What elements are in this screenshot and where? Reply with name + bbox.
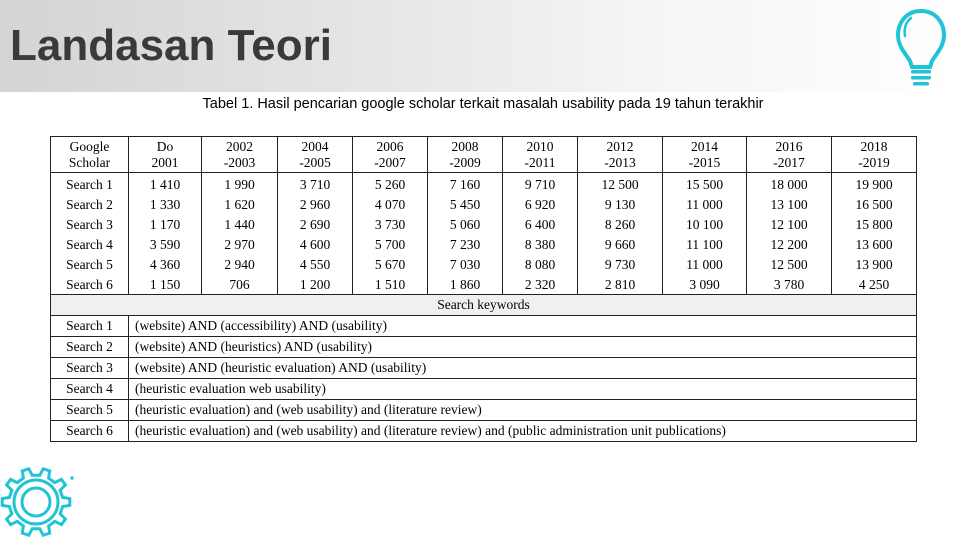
keyword-row (51, 400, 917, 421)
result-cell: 4 600 (278, 234, 353, 254)
result-cell: 5 450 (428, 194, 503, 214)
slide-title: Landasan Teori (10, 21, 332, 70)
result-cell: 9 130 (578, 194, 663, 214)
header-cell: 2018 -2019 (832, 137, 917, 173)
row-label: Search 3 (51, 214, 129, 234)
table-row (51, 194, 917, 214)
table-row (51, 173, 917, 195)
result-cell: 5 060 (428, 214, 503, 234)
result-cell: 18 000 (747, 173, 832, 195)
result-cell: 13 100 (747, 194, 832, 214)
result-cell: 9 730 (578, 254, 663, 274)
result-cell: 3 590 (129, 234, 202, 254)
table-row (51, 274, 917, 295)
header-cell: 2010 -2011 (503, 137, 578, 173)
result-cell: 1 510 (353, 274, 428, 295)
result-cell: 7 030 (428, 254, 503, 274)
keyword-query: (heuristic evaluation web usability) (129, 379, 917, 400)
table-row (51, 234, 917, 254)
result-cell: 9 710 (503, 173, 578, 195)
header-cell: 2006 -2007 (353, 137, 428, 173)
result-cell: 2 960 (278, 194, 353, 214)
row-label: Search 1 (51, 173, 129, 195)
header-cell: 2014 -2015 (663, 137, 747, 173)
result-cell: 2 320 (503, 274, 578, 295)
result-cell: 2 970 (202, 234, 278, 254)
result-cell: 1 860 (428, 274, 503, 295)
keyword-row (51, 379, 917, 400)
table-header-row (51, 137, 917, 173)
result-cell: 11 100 (663, 234, 747, 254)
result-cell: 8 380 (503, 234, 578, 254)
result-cell: 1 440 (202, 214, 278, 234)
result-cell: 10 100 (663, 214, 747, 234)
result-cell: 3 730 (353, 214, 428, 234)
result-cell: 8 260 (578, 214, 663, 234)
keyword-query: (website) AND (heuristics) AND (usability) (129, 337, 917, 358)
result-cell: 1 330 (129, 194, 202, 214)
keyword-search-label: Search 6 (51, 421, 129, 442)
header-cell: 2012 -2013 (578, 137, 663, 173)
header-cell: 2002 -2003 (202, 137, 278, 173)
result-cell: 15 500 (663, 173, 747, 195)
keyword-query: (website) AND (heuristic evaluation) AND (usability) (129, 358, 917, 379)
result-cell: 3 780 (747, 274, 832, 295)
result-cell: 706 (202, 274, 278, 295)
keyword-query: (heuristic evaluation) and (web usability) and (literature review) and (public administration unit publications) (129, 421, 917, 442)
result-cell: 11 000 (663, 194, 747, 214)
header-cell: Google Scholar (51, 137, 129, 173)
result-cell: 12 100 (747, 214, 832, 234)
result-cell: 2 940 (202, 254, 278, 274)
result-cell: 4 550 (278, 254, 353, 274)
keyword-search-label: Search 3 (51, 358, 129, 379)
keywords-title: Search keywords (51, 295, 917, 316)
table-caption: Tabel 1. Hasil pencarian google scholar terkait masalah usability pada 19 tahun terakhir (202, 96, 764, 112)
keyword-row (51, 337, 917, 358)
keyword-search-label: Search 2 (51, 337, 129, 358)
header-cell: Do 2001 (129, 137, 202, 173)
keyword-search-label: Search 5 (51, 400, 129, 421)
result-cell: 2 690 (278, 214, 353, 234)
result-cell: 4 250 (832, 274, 917, 295)
keyword-query: (heuristic evaluation) and (web usability) and (literature review) (129, 400, 917, 421)
result-cell: 7 230 (428, 234, 503, 254)
result-cell: 6 920 (503, 194, 578, 214)
table-row (51, 214, 917, 234)
result-cell: 9 660 (578, 234, 663, 254)
result-cell: 11 000 (663, 254, 747, 274)
result-cell: 19 900 (832, 173, 917, 195)
result-cell: 16 500 (832, 194, 917, 214)
keyword-search-label: Search 1 (51, 316, 129, 337)
row-label: Search 6 (51, 274, 129, 295)
header-cell: 2016 -2017 (747, 137, 832, 173)
result-cell: 1 990 (202, 173, 278, 195)
result-cell: 4 360 (129, 254, 202, 274)
result-cell: 5 700 (353, 234, 428, 254)
keyword-query: (website) AND (accessibility) AND (usability) (129, 316, 917, 337)
result-cell: 1 620 (202, 194, 278, 214)
keyword-search-label: Search 4 (51, 379, 129, 400)
result-cell: 3 090 (663, 274, 747, 295)
row-label: Search 5 (51, 254, 129, 274)
result-cell: 5 670 (353, 254, 428, 274)
result-cell: 15 800 (832, 214, 917, 234)
header-cell: 2008 -2009 (428, 137, 503, 173)
result-cell: 6 400 (503, 214, 578, 234)
lightbulb-icon (893, 8, 949, 90)
result-cell: 5 260 (353, 173, 428, 195)
search-results-table (50, 136, 917, 442)
result-cell: 1 200 (278, 274, 353, 295)
result-cell: 12 500 (747, 254, 832, 274)
keyword-row (51, 316, 917, 337)
gear-icon (0, 462, 76, 538)
result-cell: 8 080 (503, 254, 578, 274)
result-cell: 7 160 (428, 173, 503, 195)
result-cell: 13 900 (832, 254, 917, 274)
result-cell: 12 200 (747, 234, 832, 254)
result-cell: 12 500 (578, 173, 663, 195)
result-cell: 3 710 (278, 173, 353, 195)
row-label: Search 4 (51, 234, 129, 254)
table-row (51, 254, 917, 274)
row-label: Search 2 (51, 194, 129, 214)
keyword-row (51, 358, 917, 379)
result-cell: 13 600 (832, 234, 917, 254)
result-cell: 4 070 (353, 194, 428, 214)
header-cell: 2004 -2005 (278, 137, 353, 173)
keyword-row (51, 421, 917, 442)
keywords-header-row (51, 295, 917, 316)
result-cell: 1 170 (129, 214, 202, 234)
result-cell: 1 410 (129, 173, 202, 195)
result-cell: 1 150 (129, 274, 202, 295)
result-cell: 2 810 (578, 274, 663, 295)
